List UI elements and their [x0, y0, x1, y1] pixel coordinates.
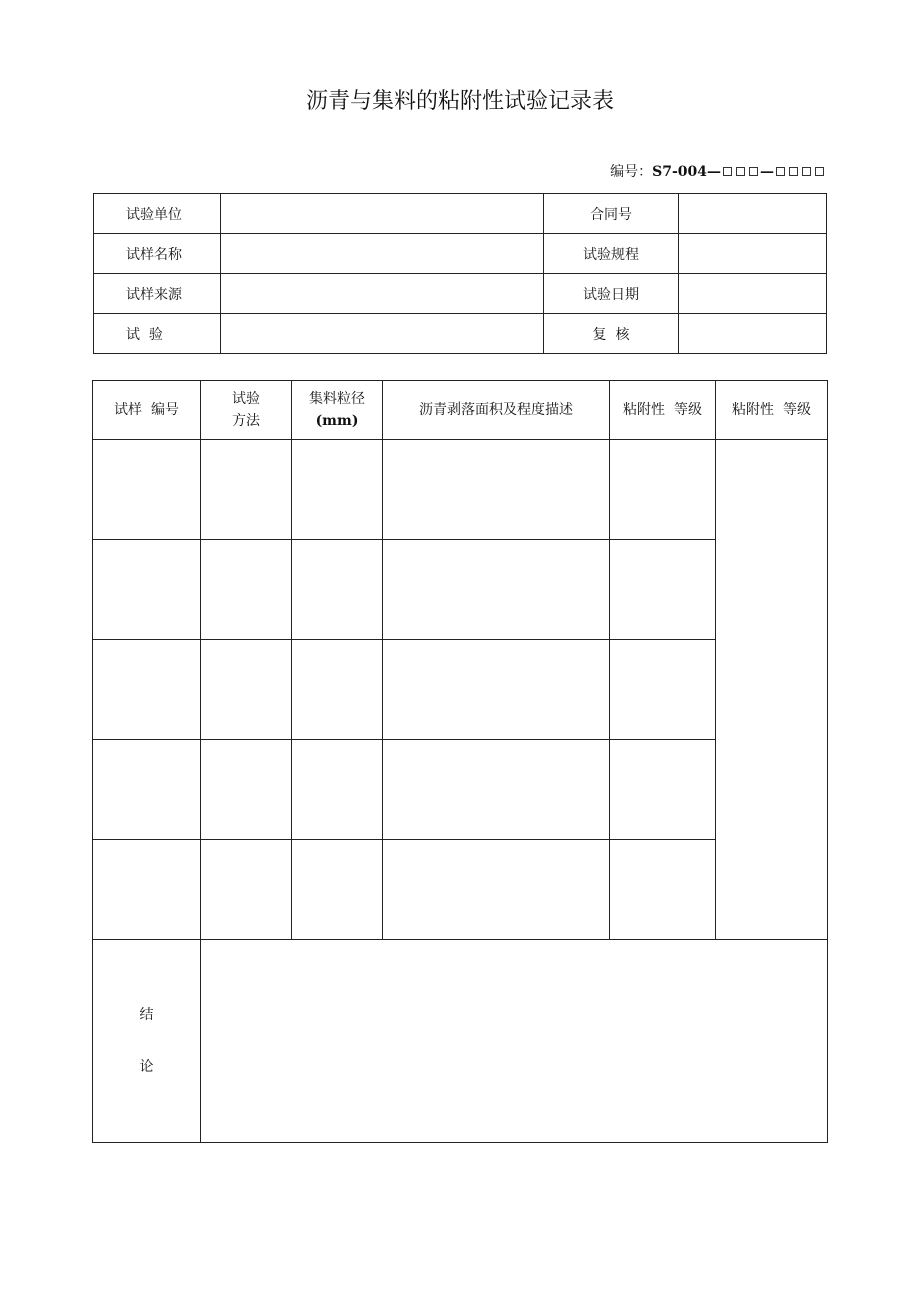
- header-grade-2: 粘附性 等级: [716, 381, 828, 440]
- tester-label: 试 验: [94, 314, 221, 354]
- size-cell[interactable]: [292, 640, 383, 740]
- results-header-row: [93, 381, 828, 440]
- sample-no-cell[interactable]: [93, 440, 201, 540]
- size-cell[interactable]: [292, 440, 383, 540]
- reviewer-field[interactable]: [679, 314, 827, 354]
- test-unit-label: 试验单位: [94, 194, 221, 234]
- page-title: 沥青与集料的粘附性试验记录表: [305, 89, 614, 114]
- overall-grade-cell[interactable]: [716, 440, 828, 940]
- sample-source-field[interactable]: [221, 274, 544, 314]
- checkbox-icon: [749, 167, 758, 176]
- results-table: [92, 380, 828, 1143]
- reviewer-label: 复 核: [544, 314, 679, 354]
- header-aggregate-size: [292, 381, 383, 440]
- method-cell[interactable]: [201, 740, 292, 840]
- method-cell[interactable]: [201, 440, 292, 540]
- size-cell[interactable]: [292, 540, 383, 640]
- sample-source-label: 试样来源: [94, 274, 221, 314]
- grade-cell[interactable]: [610, 540, 716, 640]
- doc-number-label: 编号：: [610, 164, 653, 180]
- contract-no-label: 合同号: [544, 194, 679, 234]
- checkbox-icon: [723, 167, 732, 176]
- method-cell[interactable]: [201, 640, 292, 740]
- sample-name-label: 试样名称: [94, 234, 221, 274]
- test-standard-field[interactable]: [679, 234, 827, 274]
- header-size-line1: 集料粒径: [309, 391, 365, 407]
- table-row: [93, 440, 828, 540]
- description-cell[interactable]: [383, 640, 610, 740]
- sample-no-cell[interactable]: [93, 840, 201, 940]
- conclusion-label-line1: 结: [139, 1007, 154, 1023]
- sample-no-cell[interactable]: [93, 640, 201, 740]
- size-cell[interactable]: [292, 840, 383, 940]
- description-cell[interactable]: [383, 740, 610, 840]
- test-date-label: 试验日期: [544, 274, 679, 314]
- checkbox-icon: [802, 167, 811, 176]
- description-cell[interactable]: [383, 840, 610, 940]
- sample-name-field[interactable]: [221, 234, 544, 274]
- sample-no-cell[interactable]: [93, 540, 201, 640]
- description-cell[interactable]: [383, 540, 610, 640]
- sample-no-cell[interactable]: [93, 740, 201, 840]
- grade-cell[interactable]: [610, 640, 716, 740]
- conclusion-label-line2: 论: [139, 1059, 154, 1075]
- doc-number-dash-2: —: [760, 164, 774, 180]
- method-cell[interactable]: [201, 840, 292, 940]
- info-row-test-unit: [94, 194, 827, 234]
- info-row-sample-name: [94, 234, 827, 274]
- header-sample-no: 试样 编号: [93, 381, 201, 440]
- doc-number-dash-1: —: [707, 164, 721, 180]
- test-date-field[interactable]: [679, 274, 827, 314]
- size-cell[interactable]: [292, 740, 383, 840]
- checkbox-icon: [815, 167, 824, 176]
- document-number: [610, 161, 826, 181]
- grade-cell[interactable]: [610, 740, 716, 840]
- conclusion-label: [93, 940, 201, 1143]
- doc-number-code: S7-004: [652, 164, 707, 180]
- header-grade: 粘附性 等级: [610, 381, 716, 440]
- test-standard-label: 试验规程: [544, 234, 679, 274]
- info-row-tester: [94, 314, 827, 354]
- header-description: 沥青剥落面积及程度描述: [383, 381, 610, 440]
- checkbox-icon: [736, 167, 745, 176]
- header-size-line2: (mm): [315, 413, 359, 429]
- checkbox-icon: [776, 167, 785, 176]
- grade-cell[interactable]: [610, 840, 716, 940]
- info-table: [93, 193, 827, 354]
- info-row-sample-source: [94, 274, 827, 314]
- checkbox-icon: [789, 167, 798, 176]
- conclusion-field[interactable]: [201, 940, 828, 1143]
- tester-field[interactable]: [221, 314, 544, 354]
- conclusion-row: [93, 940, 828, 1143]
- header-method-line1: 试验: [232, 391, 260, 407]
- method-cell[interactable]: [201, 540, 292, 640]
- test-unit-field[interactable]: [221, 194, 544, 234]
- header-method-line2: 方法: [232, 413, 260, 429]
- header-test-method: [201, 381, 292, 440]
- contract-no-field[interactable]: [679, 194, 827, 234]
- description-cell[interactable]: [383, 440, 610, 540]
- grade-cell[interactable]: [610, 440, 716, 540]
